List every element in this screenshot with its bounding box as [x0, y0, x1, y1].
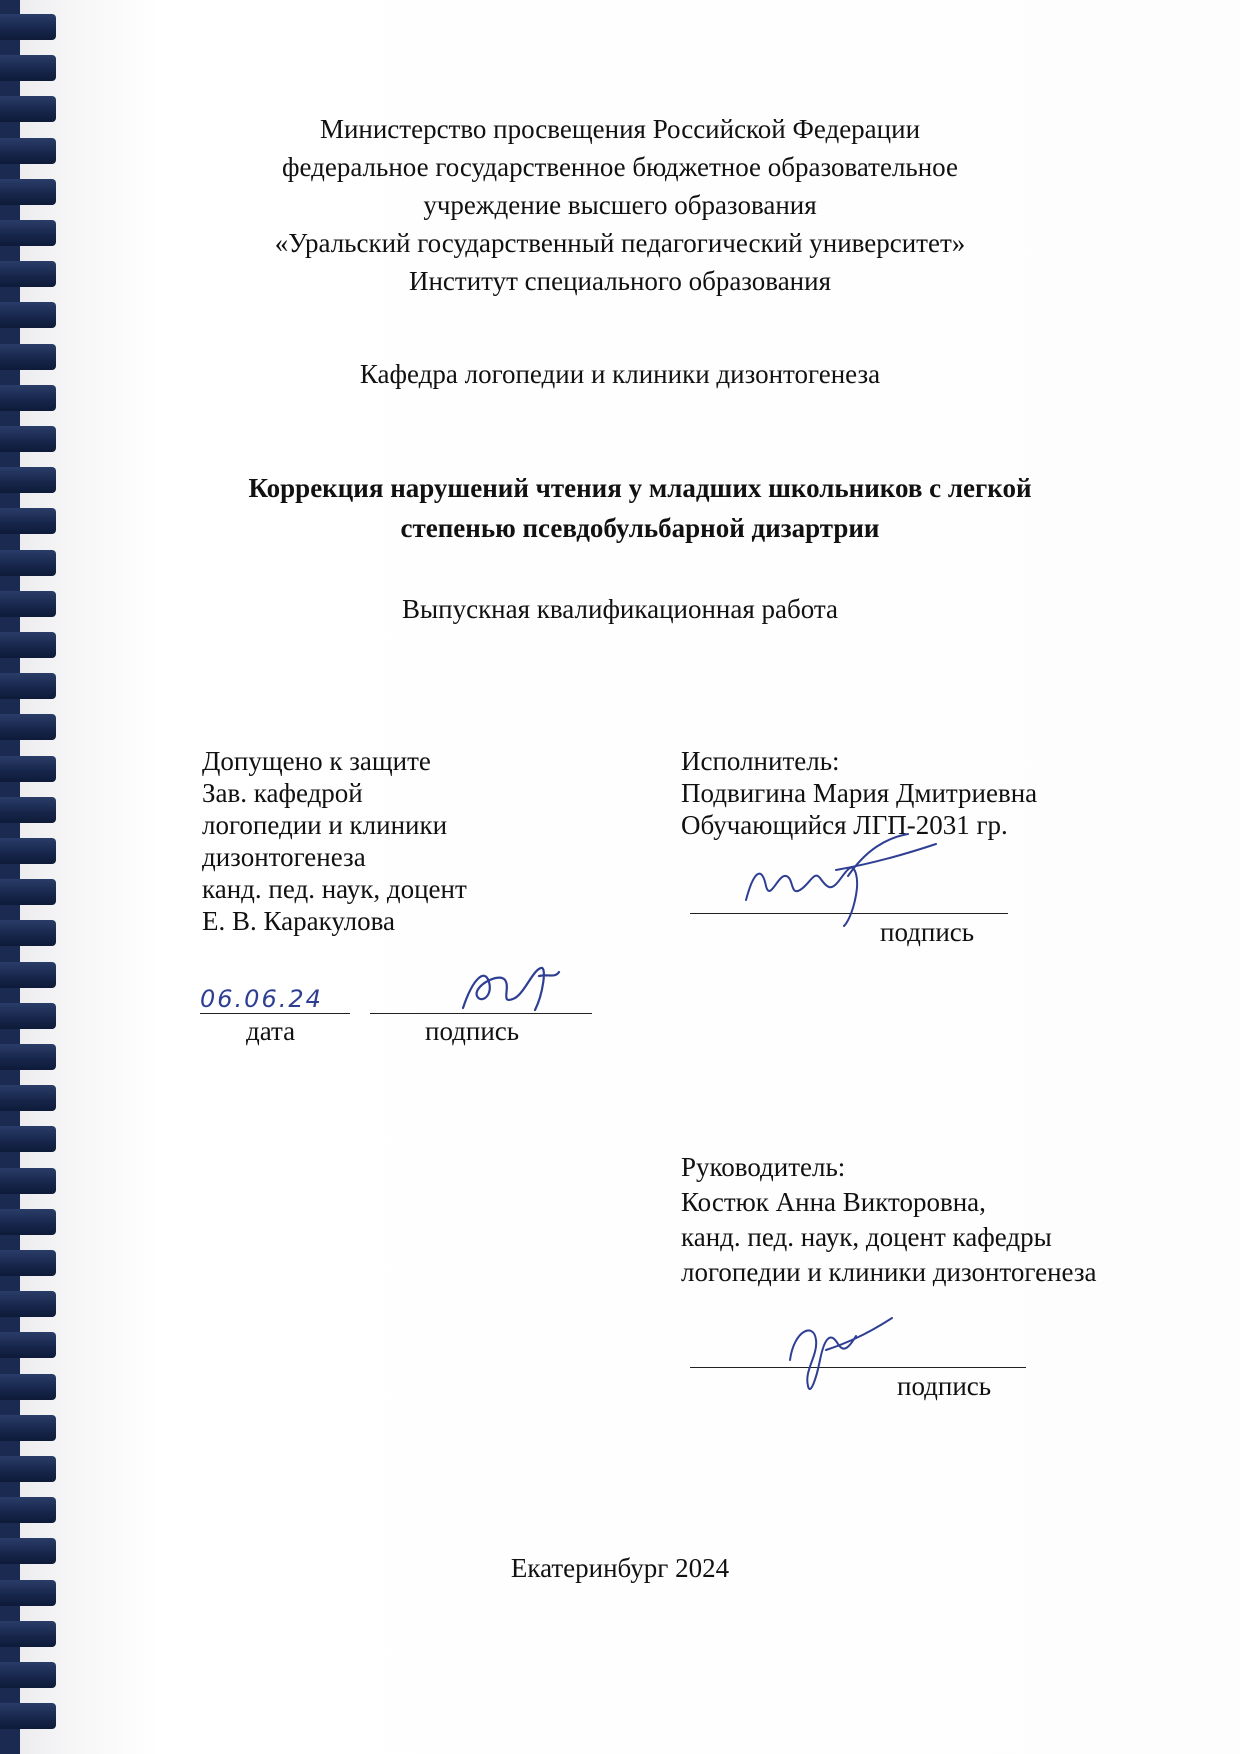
author-signature: [740, 830, 940, 930]
binding-ring: [0, 714, 56, 740]
admission-block: [202, 745, 602, 937]
supervisor-title: канд. пед. наук, доцент кафедры: [681, 1222, 1052, 1252]
binding-ring: [0, 1126, 56, 1152]
supervisor-block: [681, 1150, 1141, 1290]
binding-ring: [0, 632, 56, 658]
author-group: Обучающийся ЛГП-2031 гр.: [681, 810, 1008, 840]
author-signature-caption: подпись: [880, 917, 975, 947]
admission-line-3: логопедии и клиники: [202, 810, 448, 840]
binding-ring: [0, 302, 56, 328]
binding-ring: [0, 797, 56, 823]
binding-ring: [0, 756, 56, 782]
binding-ring: [0, 1415, 56, 1441]
binding-ring: [0, 673, 56, 699]
handwritten-date: 06.06.24: [200, 985, 323, 1013]
binding-ring: [0, 1250, 56, 1276]
binding-ring: [0, 1003, 56, 1029]
binding-ring: [0, 1374, 56, 1400]
supervisor-signature: [780, 1300, 900, 1400]
binding-ring: [0, 1168, 56, 1194]
binding-ring: [0, 1291, 56, 1317]
institution-header: [0, 110, 1240, 300]
date-line: [200, 1013, 350, 1014]
binding-ring: [0, 1456, 56, 1482]
title-line-1: Коррекция нарушений чтения у младших школьников с легкой: [248, 473, 1032, 503]
binding-ring: [0, 467, 56, 493]
binding-ring: [0, 1044, 56, 1070]
supervisor-name: Костюк Анна Викторовна,: [681, 1187, 986, 1217]
supervisor-signature-caption: подпись: [897, 1371, 992, 1401]
binding-ring: [0, 550, 56, 576]
header-line-1: Министерство просвещения Российской Федерации: [319, 114, 921, 144]
header-line-3: учреждение высшего образования: [423, 190, 817, 220]
supervisor-label: Руководитель:: [681, 1152, 846, 1182]
header-line-4: «Уральский государственный педагогический университет»: [274, 228, 966, 258]
head-signature-caption: подпись: [425, 1016, 520, 1046]
header-line-2: федеральное государственное бюджетное образовательное: [281, 152, 958, 182]
work-type: Выпускная квалификационная работа: [401, 594, 839, 624]
binding-ring: [0, 1209, 56, 1235]
binding-ring: [0, 508, 56, 534]
author-name: Подвигина Мария Дмитриевна: [681, 778, 1038, 808]
head-signature: [455, 958, 565, 1018]
binding-ring: [0, 920, 56, 946]
binding-ring: [0, 1703, 56, 1729]
author-label: Исполнитель:: [681, 746, 840, 776]
binding-ring: [0, 1662, 56, 1688]
binding-ring: [0, 1497, 56, 1523]
department-name: Кафедра логопедии и клиники дизонтогенеза: [359, 359, 881, 389]
binding-ring: [0, 1085, 56, 1111]
admission-line-6: Е. В. Каракулова: [202, 906, 396, 936]
binding-ring: [0, 55, 56, 81]
binding-ring: [0, 879, 56, 905]
supervisor-department: логопедии и клиники дизонтогенеза: [681, 1257, 1097, 1287]
header-line-5: Институт специального образования: [408, 266, 832, 296]
binding-ring: [0, 1621, 56, 1647]
binding-ring: [0, 1332, 56, 1358]
admission-line-1: Допущено к защите: [202, 746, 431, 776]
binding-ring: [0, 838, 56, 864]
thesis-title: [200, 468, 1080, 548]
date-caption: дата: [246, 1016, 296, 1046]
title-line-2: степенью псевдобульбарной дизартрии: [400, 513, 880, 543]
binding-ring: [0, 14, 56, 40]
binding-ring: [0, 426, 56, 452]
admission-line-2: Зав. кафедрой: [202, 778, 363, 808]
admission-line-5: канд. пед. наук, доцент: [202, 874, 467, 904]
binding-ring: [0, 962, 56, 988]
admission-line-4: дизонтогенеза: [202, 842, 366, 872]
city-year: Екатеринбург 2024: [510, 1553, 730, 1583]
author-block: [681, 745, 1141, 841]
